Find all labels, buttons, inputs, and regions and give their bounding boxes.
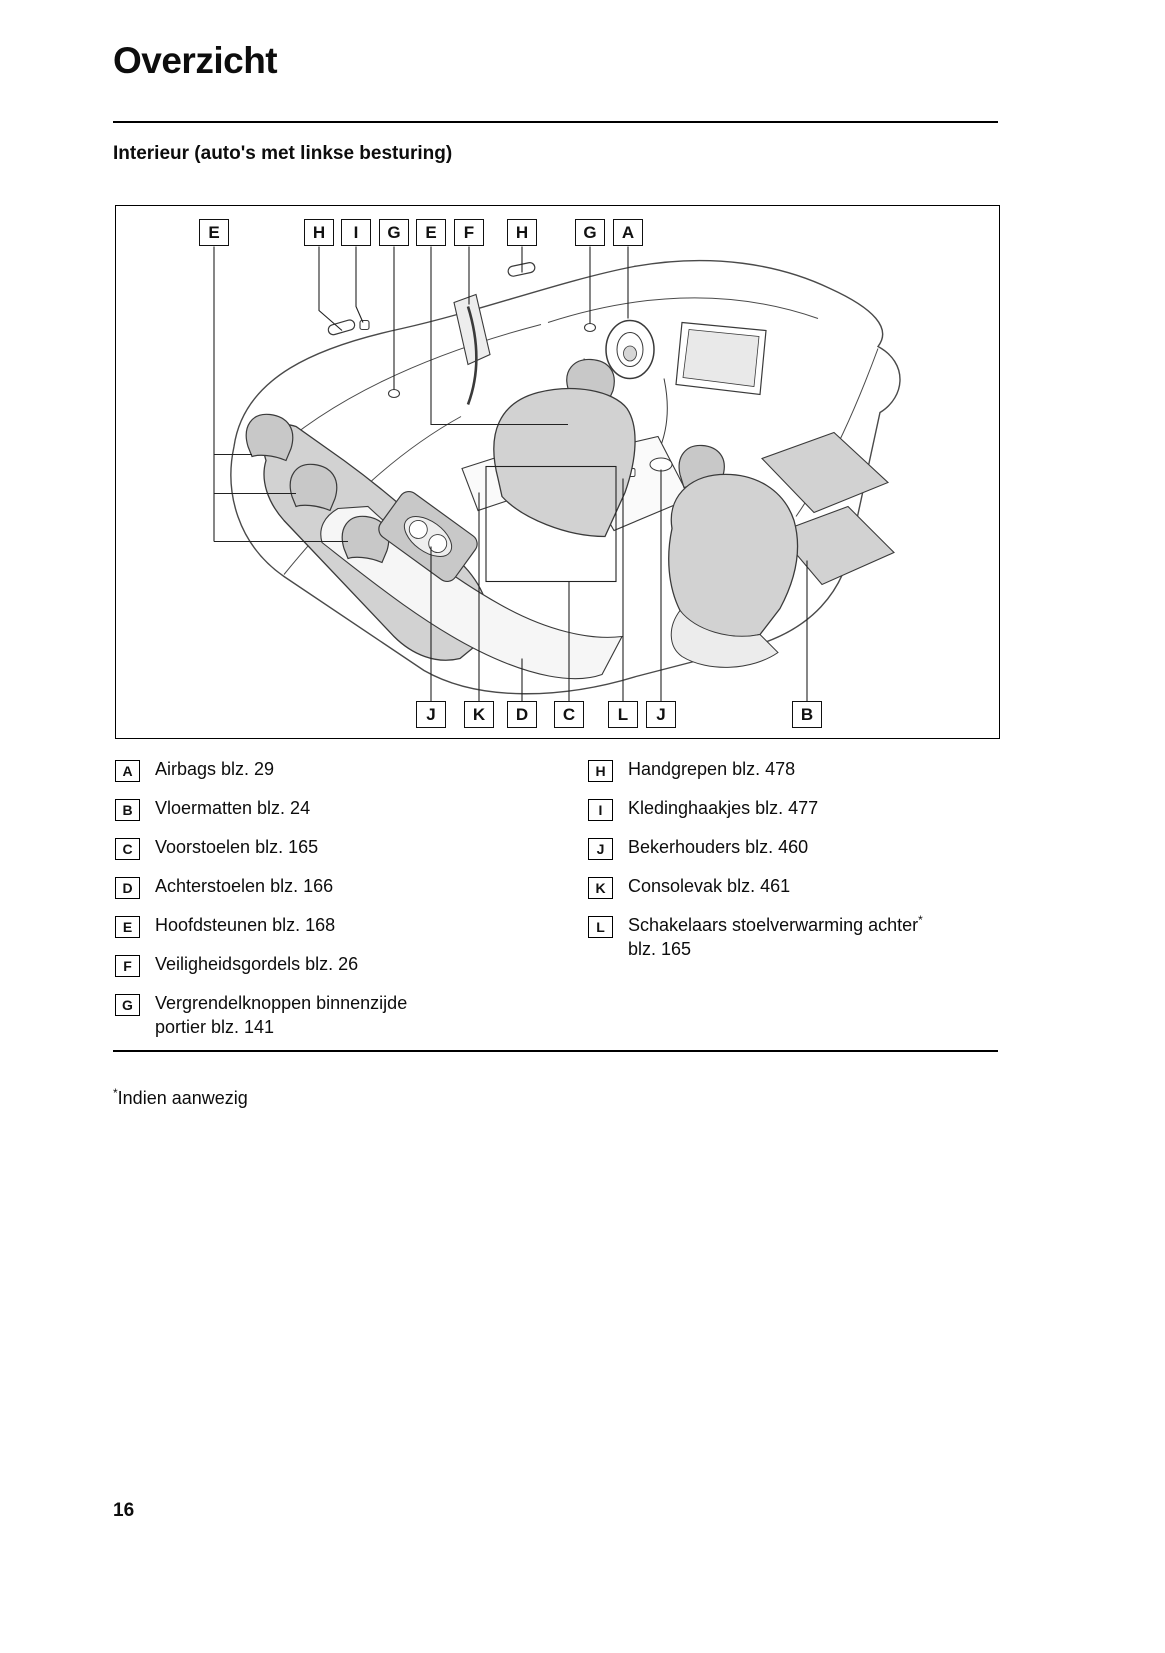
section-heading: Interieur (auto's met linkse besturing) bbox=[113, 143, 453, 164]
interior-diagram bbox=[115, 205, 1000, 739]
callout-top-i: I bbox=[341, 219, 371, 246]
legend-key-d: D bbox=[115, 877, 140, 899]
legend-item-seat-heater-switches bbox=[588, 914, 1000, 962]
callout-top-h-1: H bbox=[304, 219, 334, 246]
legend-key-l: L bbox=[588, 916, 613, 938]
legend-divider bbox=[113, 1050, 998, 1052]
coat-hook bbox=[360, 321, 369, 330]
legend-item-floor-mats bbox=[115, 797, 588, 821]
legend-text-grab-handles: Handgrepen blz. 478 bbox=[628, 759, 796, 779]
callout-top-g-1: G bbox=[379, 219, 409, 246]
page-number: 16 bbox=[113, 1500, 135, 1521]
legend-text-console-box: Consolevak blz. 461 bbox=[628, 876, 791, 896]
callout-bottom-j-2: J bbox=[646, 701, 676, 728]
legend-key-c: C bbox=[115, 838, 140, 860]
legend-key-e: E bbox=[115, 916, 140, 938]
legend-item-grab-handles bbox=[588, 758, 1000, 782]
legend-text-coat-hooks: Kledinghaakjes blz. 477 bbox=[628, 798, 819, 818]
legend-text-airbags: Airbags blz. 29 bbox=[155, 759, 275, 779]
callout-bottom-d: D bbox=[507, 701, 537, 728]
callout-top-e-1: E bbox=[199, 219, 229, 246]
legend-key-g: G bbox=[115, 994, 140, 1016]
callout-top-g-2: G bbox=[575, 219, 605, 246]
callout-top-h-2: H bbox=[507, 219, 537, 246]
legend-item-rear-seats bbox=[115, 875, 588, 899]
legend-key-b: B bbox=[115, 799, 140, 821]
callout-top-a: A bbox=[613, 219, 643, 246]
callout-bottom-l: L bbox=[608, 701, 638, 728]
legend-text-front-seats: Voorstoelen blz. 165 bbox=[155, 837, 319, 857]
page-title: Overzicht bbox=[113, 40, 278, 81]
legend-key-a: A bbox=[115, 760, 140, 782]
car-interior-illustration bbox=[116, 206, 999, 738]
legend-text-floor-mats: Vloermatten blz. 24 bbox=[155, 798, 311, 818]
legend-item-seat-belts bbox=[115, 953, 588, 977]
legend-key-k: K bbox=[588, 877, 613, 899]
legend-key-j: J bbox=[588, 838, 613, 860]
legend-text-head-restraints: Hoofdsteunen blz. 168 bbox=[155, 915, 336, 935]
title-divider bbox=[113, 121, 998, 123]
legend-item-console-box bbox=[588, 875, 1000, 899]
legend-column-left bbox=[115, 758, 588, 1055]
legend-item-cup-holders bbox=[588, 836, 1000, 860]
legend-item-lock-buttons bbox=[115, 992, 588, 1040]
callout-bottom-j-1: J bbox=[416, 701, 446, 728]
legend-text-rear-seats: Achterstoelen blz. 166 bbox=[155, 876, 334, 896]
callout-bottom-b: B bbox=[792, 701, 822, 728]
legend-item-head-restraints bbox=[115, 914, 588, 938]
legend-text-seat-belts: Veiligheidsgordels blz. 26 bbox=[155, 954, 359, 974]
legend-item-coat-hooks bbox=[588, 797, 1000, 821]
legend-text-cup-holders: Bekerhouders blz. 460 bbox=[628, 837, 809, 857]
legend-key-f: F bbox=[115, 955, 140, 977]
dashboard-screen bbox=[676, 323, 766, 395]
legend-item-airbags bbox=[115, 758, 588, 782]
footnote-text: Indien aanwezig bbox=[117, 1088, 248, 1108]
legend bbox=[115, 758, 1000, 1055]
legend-key-h: H bbox=[588, 760, 613, 782]
legend-column-right bbox=[588, 758, 1000, 1055]
legend-item-front-seats bbox=[115, 836, 588, 860]
legend-text-seat-heater-switches: Schakelaars stoelverwarming achter* blz. 165 bbox=[628, 913, 923, 959]
legend-text-lock-buttons: Vergrendelknoppen binnenzijde portier blz. 141 bbox=[155, 993, 408, 1037]
legend-key-i: I bbox=[588, 799, 613, 821]
callout-top-e-2: E bbox=[416, 219, 446, 246]
callout-top-f: F bbox=[454, 219, 484, 246]
callout-bottom-k: K bbox=[464, 701, 494, 728]
footnote bbox=[113, 1088, 248, 1109]
footnote-marker: * bbox=[113, 1086, 118, 1100]
callout-bottom-c: C bbox=[554, 701, 584, 728]
